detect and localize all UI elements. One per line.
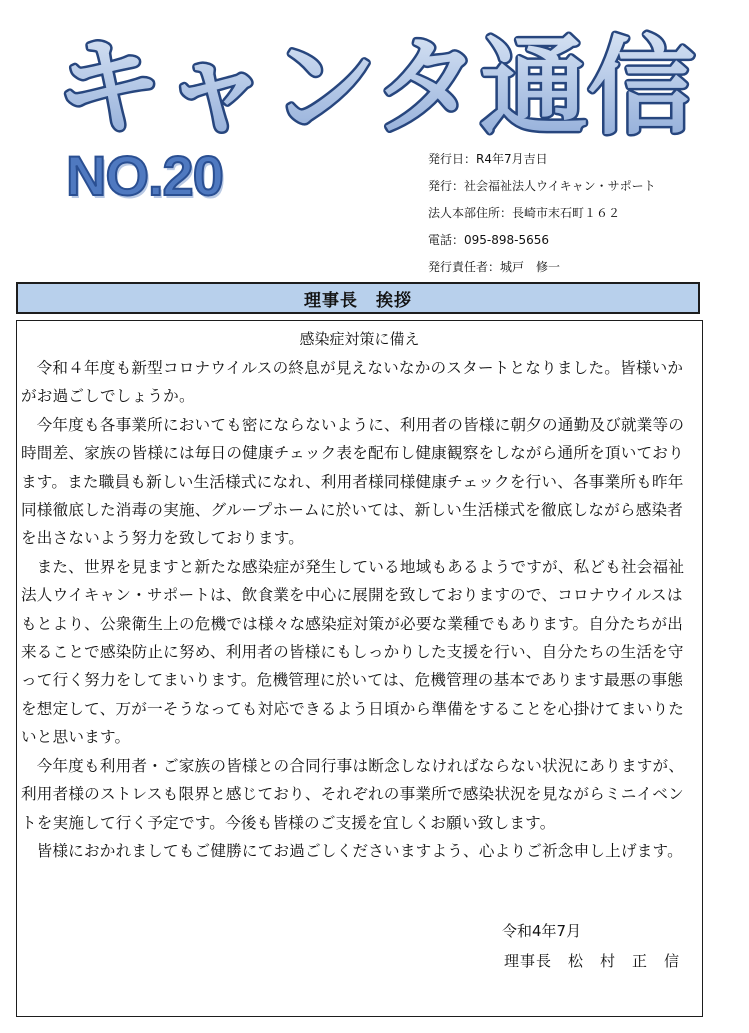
letter-subtitle: 感染症対策に備え — [299, 330, 420, 348]
issue-number: NO.20 — [66, 144, 223, 207]
newsletter-title-text: キャンタ通信 — [55, 26, 695, 149]
publication-info — [428, 146, 728, 281]
section-heading — [16, 282, 700, 314]
publisher: 発行：社会福祉法人ウイキャン・サポート — [428, 179, 656, 193]
phone-number: 電話：095-898-5656 — [428, 233, 550, 247]
letter-box — [16, 320, 703, 1017]
paragraph: 今年度も各事業所においても密にならないように、利用者の皆様に朝夕の通勤及び就業等の時間差、家族の皆様には毎日の健康チェック表を配布し健康観察をしながら通所を頂いております。また職員も新しい生活様式になれ、利用者様同様健康チェックを行い、各事業所も昨年同様徹底した消毒の実施、グループホームに於いては、新しい生活様式を徹底しながら感染者を出さないよう努力を致しております。 — [21, 415, 685, 548]
paragraph: また、世界を見ますと新たな感染症が発生している地域もあるようですが、私ども社会福祉法人ウイキャン・サポートは、飲食業を中心に展開を致しておりますので、コロナウイルスはもとより、公衆衛生上の危機では様々な感染症対策が必要な業種でもあります。自分たちが出来ることで感染防止に努め、利用者の皆様にもしっかりした支援を行い、自分たちの生活を守って行く努力をしてまいります。危機管理に於いては、危機管理の基本であります最悪の事態を想定して、万が一そうなっても対応できるよう日頃から準備をすることを心掛けてまいりたいと思います。 — [21, 557, 685, 747]
letter-date: 令和4年7月 — [502, 922, 582, 940]
section-heading-text: 理事長 挨拶 — [304, 290, 412, 311]
issue-date: 発行日：R4年7月吉日 — [428, 152, 548, 166]
paragraph: 今年度も利用者・ご家族の皆様との合同行事は断念しなければならない状況にありますが、利用者様のストレスも限界と感じており、それぞれの事業所で感染状況を見ながらミニイベントを実施して行く予定です。今後も皆様のご支援を宜しくお願い致します。 — [21, 756, 685, 832]
letter-body — [21, 354, 697, 865]
head-office-address: 法人本部住所：長崎市末石町１６２ — [428, 206, 621, 220]
letter-signature: 理事長 松 村 正 信 — [504, 952, 681, 970]
responsible-editor: 発行責任者：城戸 修一 — [428, 260, 561, 274]
newsletter-title — [30, 12, 720, 152]
paragraph: 皆様におかれましてもご健勝にてお過ごしくださいますよう、心よりご祈念申し上げます。 — [36, 841, 683, 860]
paragraph: 令和４年度も新型コロナウイルスの終息が見えないなかのスタートとなりました。皆様いかがお過ごしでしょうか。 — [21, 359, 684, 406]
